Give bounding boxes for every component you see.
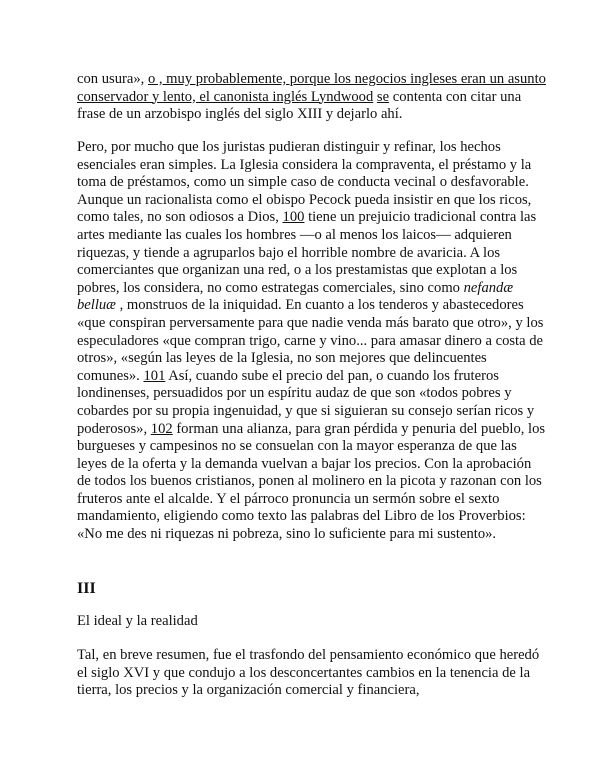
paragraph-3: Tal, en breve resumen, fue el trasfondo del pensamiento económico que heredó el siglo XVI y que condujo a los desconcertantes cambios en la tenencia de la tierra, los precios y la organización comercial y financiera,: [77, 647, 540, 699]
section-subtitle: El ideal y la realidad: [77, 613, 198, 629]
latin-phrase: nefandæ belluæ: [77, 279, 514, 314]
text-run: tiene un prejuicio tradicional contra las artes mediante las cuales los hombres —o al menos los laicos— adquieren riquezas, y tiende a agruparlos bajo el horrible nombre de avaricia. A los comerciantes que organizan una red, o a los prestamistas que explotan a los pobres, los considera, no como estrategas comerciales, sino como: [77, 209, 537, 296]
footnote-link-100[interactable]: 100: [282, 209, 305, 226]
paragraph-2: [77, 139, 547, 544]
text-run: con usura»,: [77, 71, 148, 87]
paragraph-1: [77, 71, 547, 124]
section-heading: III: [77, 580, 96, 597]
text-run: forman una alianza, para gran pérdida y penuria del pueblo, los burgueses y campesinos no se consuelan con la mayor esperanza de que las leyes de la oferta y la demanda vuelvan a bajar los precios. Con la aprobación de todos los buenos cristianos, ponen al molinero en la picota y razonan con los fruteros ante el alcalde. Y el párroco pronuncia un sermón sobre el sexto mandamiento, eligiendo como texto las palabras del Libro de los Proverbios: «No me des ni riquezas ni pobreza, sino lo suficiente para mi sustento».: [77, 420, 546, 543]
footnote-link-101[interactable]: 101: [143, 367, 166, 384]
underlined-word: se: [376, 88, 390, 105]
text-run: contenta con citar una frase de un arzobispo inglés del siglo XIII y dejarlo ahí.: [77, 88, 522, 123]
text-run: Así, cuando sube el precio del pan, o cuando los fruteros londinenses, persuadidos por un espíritu audaz de que son «todos pobres y cobardes por su propia ingenuidad, y que si siguieran su consejo serían ricos y poderosos»,: [77, 367, 535, 437]
text-run: Pero, por mucho que los juristas pudieran distinguir y refinar, los hechos esenciales eran simples. La Iglesia considera la compraventa, el préstamo y la toma de préstamos, como un simple caso de conducta vecinal o desfavorable. Aunque un racionalista como el obispo Pecock pueda insistir en que los ricos, como tales, no son odiosos a Dios,: [77, 139, 532, 226]
text-run: , monstruos de la iniquidad. En cuanto a los tenderos y abastecedores «que conspiran perversamente para que nadie venda más barato que otro», y los especuladores «que compran trigo, carne y vino... para amasar dinero a costa de otros», «según las leyes de la Iglesia, no son mejores que delincuentes comunes».: [77, 297, 544, 384]
footnote-link[interactable]: o , muy probablemente, porque los negocios ingleses eran un asunto conservador y lento, el canonista inglés Lyndwood: [77, 71, 546, 105]
footnote-link-102[interactable]: 102: [150, 420, 173, 437]
